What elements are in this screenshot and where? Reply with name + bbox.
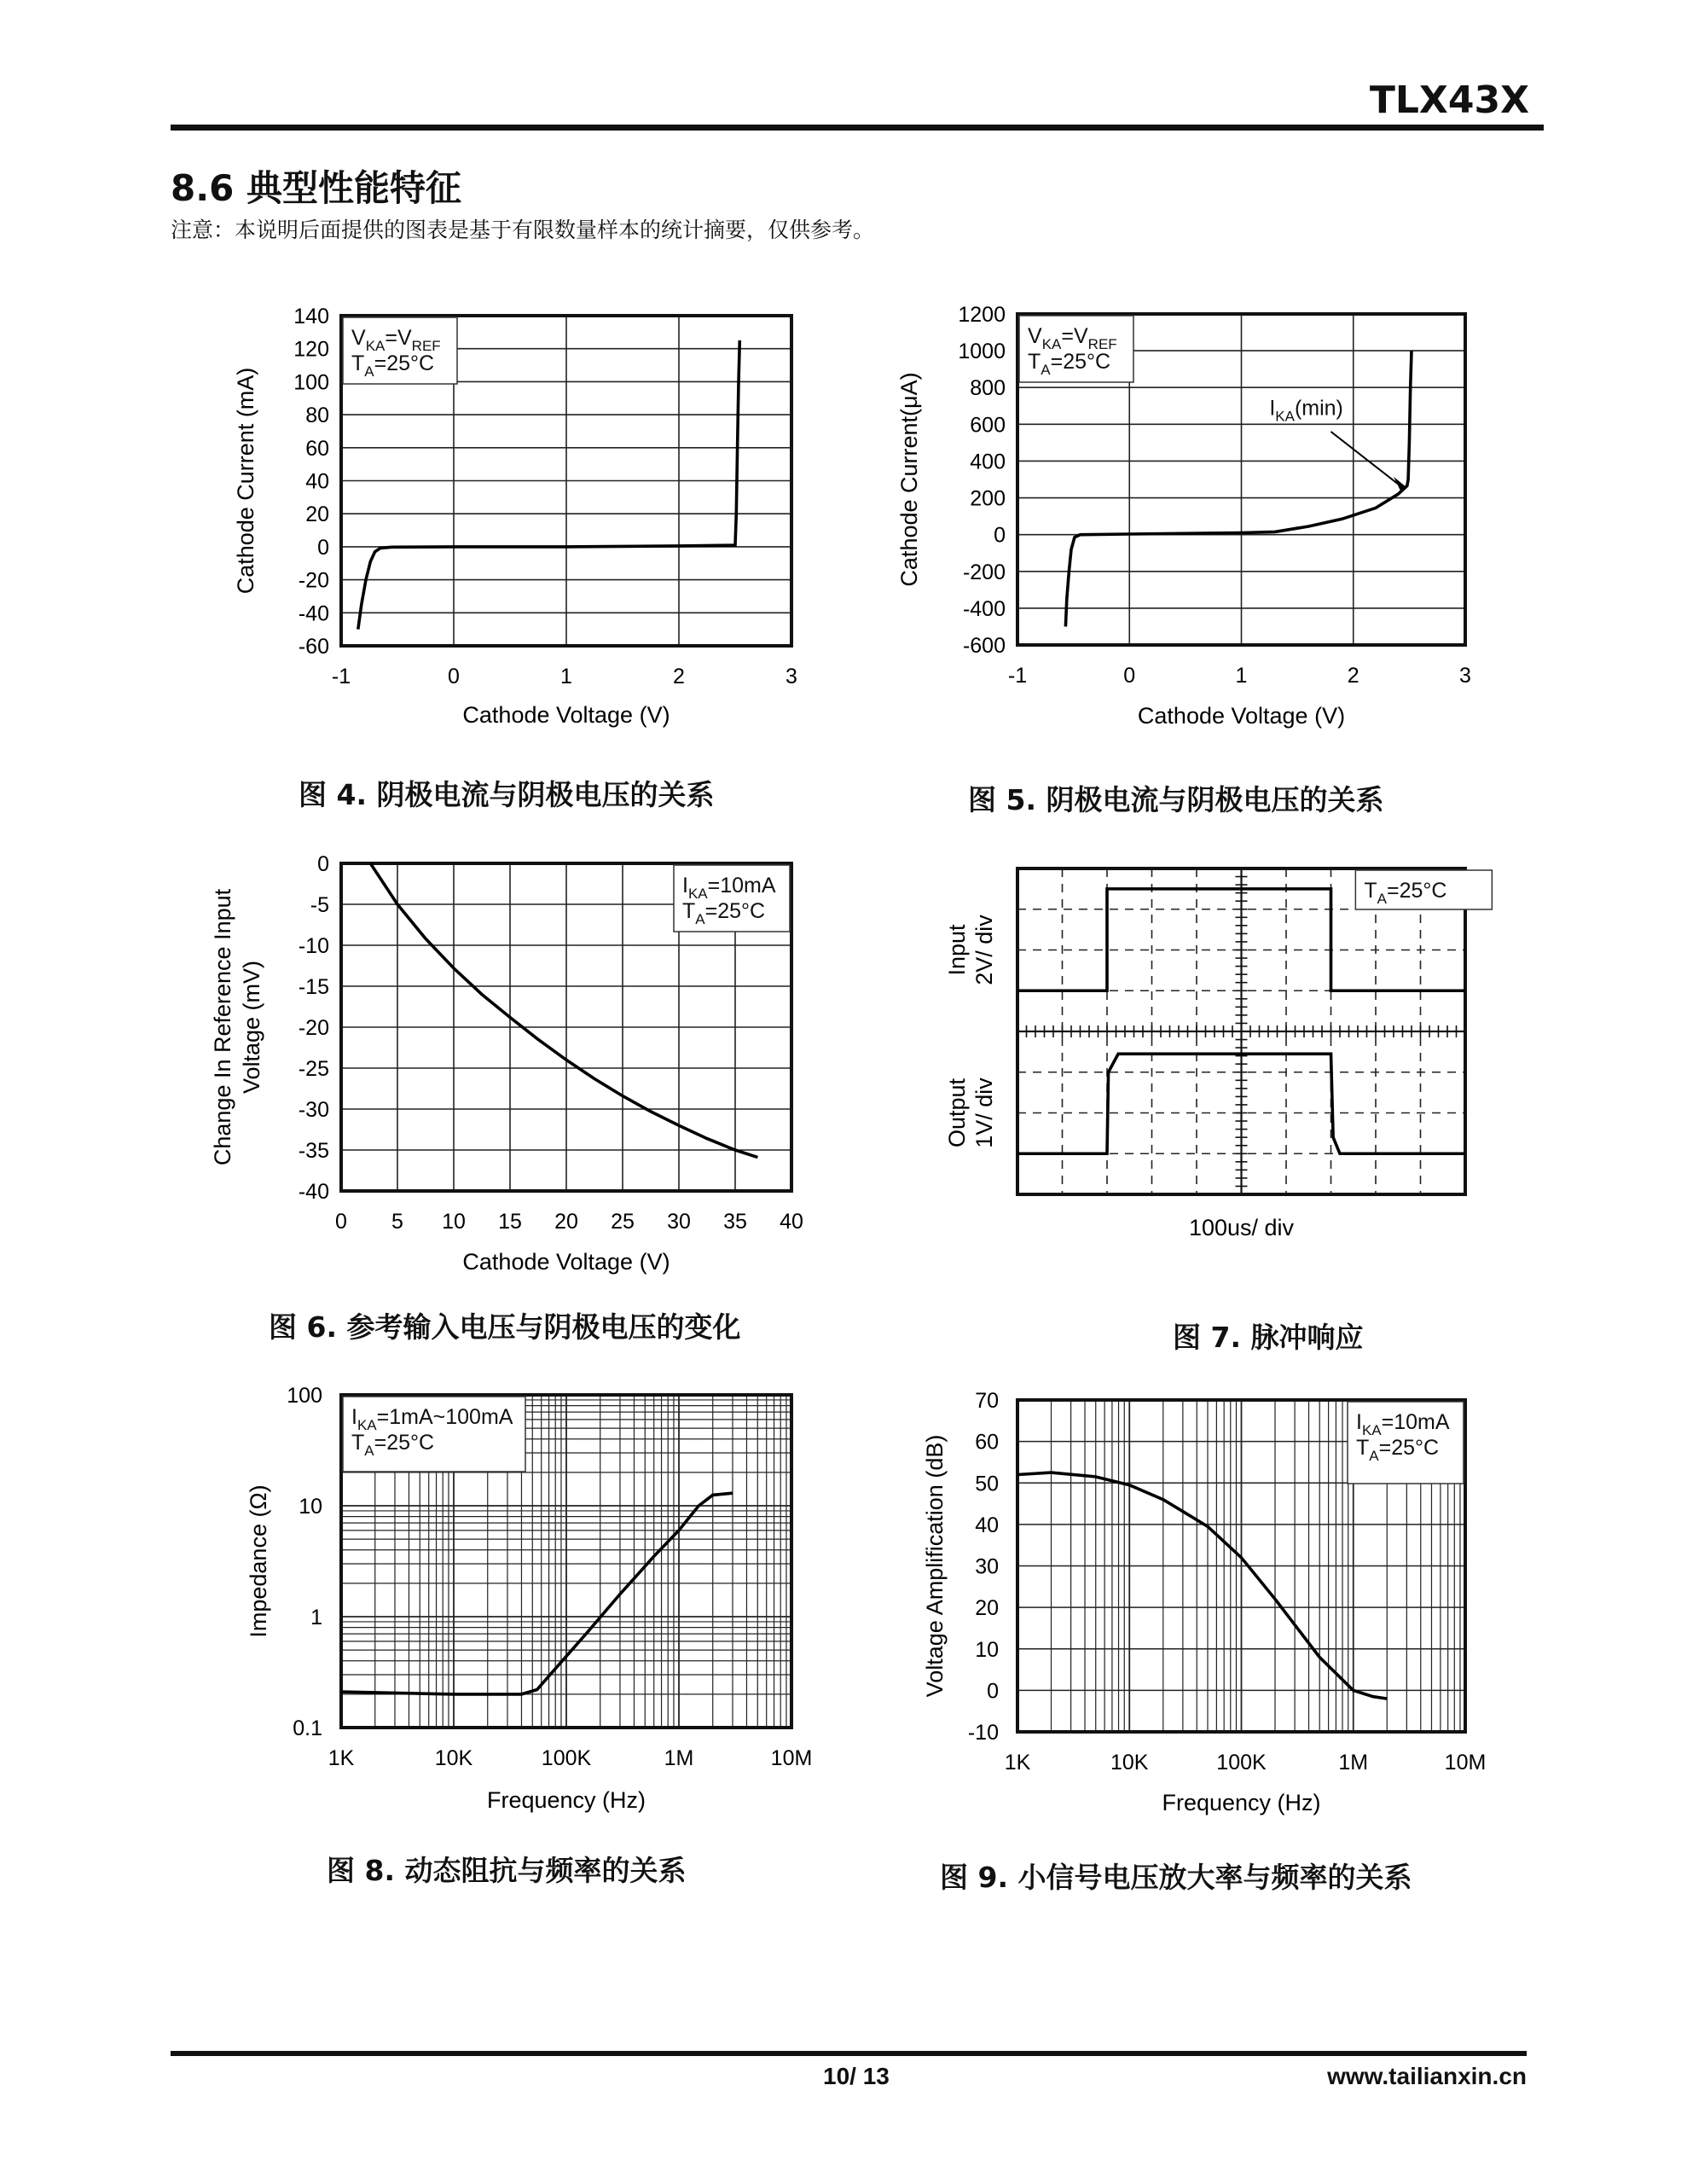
fig9-caption: 图 9. 小信号电压放大率与频率的关系 (940, 1861, 1412, 1894)
fig5-annotation: $I_{KA}(\min)$ (1269, 396, 1343, 425)
fig7-caption: 图 7. 脉冲响应 (1173, 1321, 1364, 1354)
section-title: 8.6 典型性能特征 (171, 167, 462, 209)
fig6-xtick-label: 35 (723, 1210, 747, 1234)
fig9-ytick-label: 30 (975, 1554, 999, 1579)
fig9-ytick-label: 20 (975, 1596, 999, 1621)
fig5-xtick-label: 2 (1347, 664, 1359, 688)
fig5-ytick-label: -600 (962, 634, 1006, 658)
fig6-xtick-label: 30 (667, 1210, 691, 1234)
fig5-xtick-label: -1 (1007, 664, 1028, 688)
fig4-xtick-label: 2 (673, 665, 685, 688)
fig5-caption: 图 5. 阴极电流与阴极电压的关系 (968, 783, 1384, 816)
fig9-xlabel: Frequency (Hz) (1162, 1790, 1321, 1815)
fig5-xtick-label: 3 (1459, 664, 1471, 688)
fig6-ytick-label: -20 (298, 1016, 329, 1040)
fig9-legend-text: $T_A=25^\circ C$ (1356, 1436, 1440, 1464)
fig6-ytick-label: -5 (310, 893, 329, 917)
fig5-ytick-label: 400 (970, 450, 1006, 474)
fig4-xlabel: Cathode Voltage (V) (462, 702, 670, 728)
fig9-ytick-label: 70 (975, 1389, 999, 1413)
fig8-ytick-label: 100 (287, 1384, 322, 1408)
fig5-ytick-label: 1000 (958, 340, 1006, 364)
fig4-xtick-label: 0 (448, 665, 460, 688)
fig5-legend-text: $T_A=25^\circ C$ (1028, 350, 1111, 378)
fig6-ytick-label: -40 (298, 1180, 329, 1204)
fig4-legend-text: $V_{KA}=V_{REF}$ (351, 326, 441, 354)
fig6-xtick-label: 25 (611, 1210, 635, 1234)
fig6-xtick-label: 20 (554, 1210, 578, 1234)
fig5-annotation-arrow (1331, 432, 1400, 485)
fig4-xtick-label: 1 (560, 665, 572, 688)
fig9-xtick-label: 100K (1216, 1751, 1267, 1774)
fig9-xtick-label: 10M (1444, 1751, 1487, 1774)
fig4-ytick-label: 100 (293, 370, 329, 395)
fig7-chart (944, 868, 1492, 1240)
fig4-ytick-label: 20 (305, 502, 329, 527)
fig9-ytick-label: 40 (975, 1513, 999, 1537)
fig5-ytick-label: 800 (970, 376, 1006, 401)
fig5-series-line (1065, 351, 1412, 626)
fig8-legend-text: $T_A=25^\circ C$ (351, 1431, 435, 1459)
footer-rule (171, 2051, 1527, 2056)
fig9-xtick-label: 1K (1004, 1751, 1031, 1774)
fig5-xlabel: Cathode Voltage (V) (1137, 703, 1346, 729)
fig5-ytick-label: 200 (970, 486, 1006, 511)
section-note: 注意：本说明后面提供的图表是基于有限数量样本的统计摘要，仅供参考。 (171, 218, 875, 242)
fig4-ytick-label: 140 (293, 305, 329, 328)
fig4-xtick-label: 3 (786, 665, 797, 688)
fig9-ylabel: Voltage Amplification (dB) (922, 1434, 948, 1698)
fig9-xtick-label: 10K (1110, 1751, 1149, 1774)
website: www.tailianxin.cn (1327, 2063, 1527, 2089)
fig9-xtick-label: 1M (1338, 1751, 1369, 1774)
fig9-series-line (1017, 1472, 1387, 1699)
fig4-ytick-label: -60 (298, 635, 329, 659)
fig4-chart (233, 305, 797, 728)
fig4-legend-text: $T_A=25^\circ C$ (351, 351, 435, 380)
fig4-ytick-label: 60 (305, 436, 329, 461)
fig6-xtick-label: 40 (780, 1210, 803, 1234)
fig7-xlabel: 100us/ div (1188, 1215, 1295, 1240)
fig8-ytick-label: 10 (299, 1495, 322, 1519)
fig6-xtick-label: 10 (442, 1210, 466, 1234)
fig9-ytick-label: 10 (975, 1637, 999, 1662)
fig5-ytick-label: 0 (994, 523, 1006, 548)
fig9-ytick-label: 0 (987, 1679, 999, 1704)
fig4-ytick-label: 0 (317, 535, 329, 560)
fig8-ylabel: Impedance (Ω) (246, 1484, 271, 1638)
fig5-ytick-label: 1200 (958, 303, 1006, 327)
document-title: TLX43X (1369, 78, 1529, 122)
fig5-ylabel: Cathode Current(μA) (896, 372, 922, 587)
fig7-ylabel-input: Input2V/ div (944, 915, 997, 985)
fig5-chart (896, 303, 1471, 729)
fig6-xlabel: Cathode Voltage (V) (462, 1249, 670, 1275)
fig4-ytick-label: -20 (298, 568, 329, 593)
fig8-legend-text: $I_{KA}=1mA\sim 100mA$ (351, 1405, 513, 1433)
fig6-xtick-label: 15 (498, 1210, 522, 1234)
fig9-ytick-label: -10 (967, 1721, 999, 1745)
fig5-annotation-arrowhead (1394, 477, 1407, 491)
fig6-ytick-label: -15 (298, 975, 329, 999)
fig5-ytick-label: -200 (962, 560, 1006, 584)
fig4-ytick-label: 120 (293, 337, 329, 362)
fig9-legend-text: $I_{KA}=10mA$ (1356, 1410, 1450, 1438)
fig5-ytick-label: -400 (962, 596, 1006, 621)
fig6-ytick-label: -35 (298, 1139, 329, 1163)
fig5-ytick-label: 600 (970, 413, 1006, 438)
page-number: 10/ 13 (823, 2063, 890, 2089)
fig6-ytick-label: -25 (298, 1057, 329, 1081)
fig8-xtick-label: 10M (770, 1746, 813, 1770)
fig6-ytick-label: -10 (298, 934, 329, 958)
fig8-xtick-label: 1K (328, 1746, 355, 1770)
fig4-ytick-label: 40 (305, 469, 329, 494)
fig8-ytick-label: 0.1 (293, 1716, 322, 1740)
fig6-caption: 图 6. 参考输入电压与阴极电压的变化 (269, 1310, 741, 1344)
fig6-ytick-label: 0 (317, 852, 329, 876)
fig8-chart (246, 1384, 812, 1813)
fig8-caption: 图 8. 动态阻抗与频率的关系 (327, 1854, 687, 1887)
fig7-ylabel-output: Output1V/ div (944, 1077, 997, 1148)
fig9-ytick-label: 50 (975, 1472, 999, 1496)
fig4-caption: 图 4. 阴极电流与阴极电压的关系 (299, 778, 715, 811)
fig4-ylabel: Cathode Current (mA) (233, 367, 258, 595)
fig9-ytick-label: 60 (975, 1430, 999, 1455)
fig9-chart (922, 1389, 1486, 1815)
fig4-ytick-label: 80 (305, 404, 329, 428)
fig5-legend-text: $V_{KA}=V_{REF}$ (1028, 324, 1117, 352)
fig8-xtick-label: 1M (664, 1746, 694, 1770)
fig8-ytick-label: 1 (310, 1606, 322, 1629)
fig8-xtick-label: 10K (434, 1746, 473, 1770)
fig6-xtick-label: 5 (391, 1210, 403, 1234)
fig6-ylabel: Change In Reference Input Voltage (mV) (210, 888, 264, 1166)
fig4-xtick-label: -1 (331, 665, 351, 688)
fig4-ytick-label: -40 (298, 601, 329, 626)
fig5-xtick-label: 1 (1235, 664, 1248, 688)
fig6-chart (210, 852, 803, 1275)
fig6-ytick-label: -30 (298, 1098, 329, 1122)
fig6-legend-text: $I_{KA}=10mA$ (682, 874, 776, 902)
fig7-legend-text: $T_A=25^\circ C$ (1364, 879, 1447, 907)
fig6-legend-text: $T_A=25^\circ C$ (682, 899, 766, 927)
fig8-xtick-label: 100K (541, 1746, 592, 1770)
fig6-xtick-label: 0 (335, 1210, 347, 1234)
fig8-xlabel: Frequency (Hz) (486, 1787, 646, 1813)
fig5-xtick-label: 0 (1123, 664, 1136, 688)
